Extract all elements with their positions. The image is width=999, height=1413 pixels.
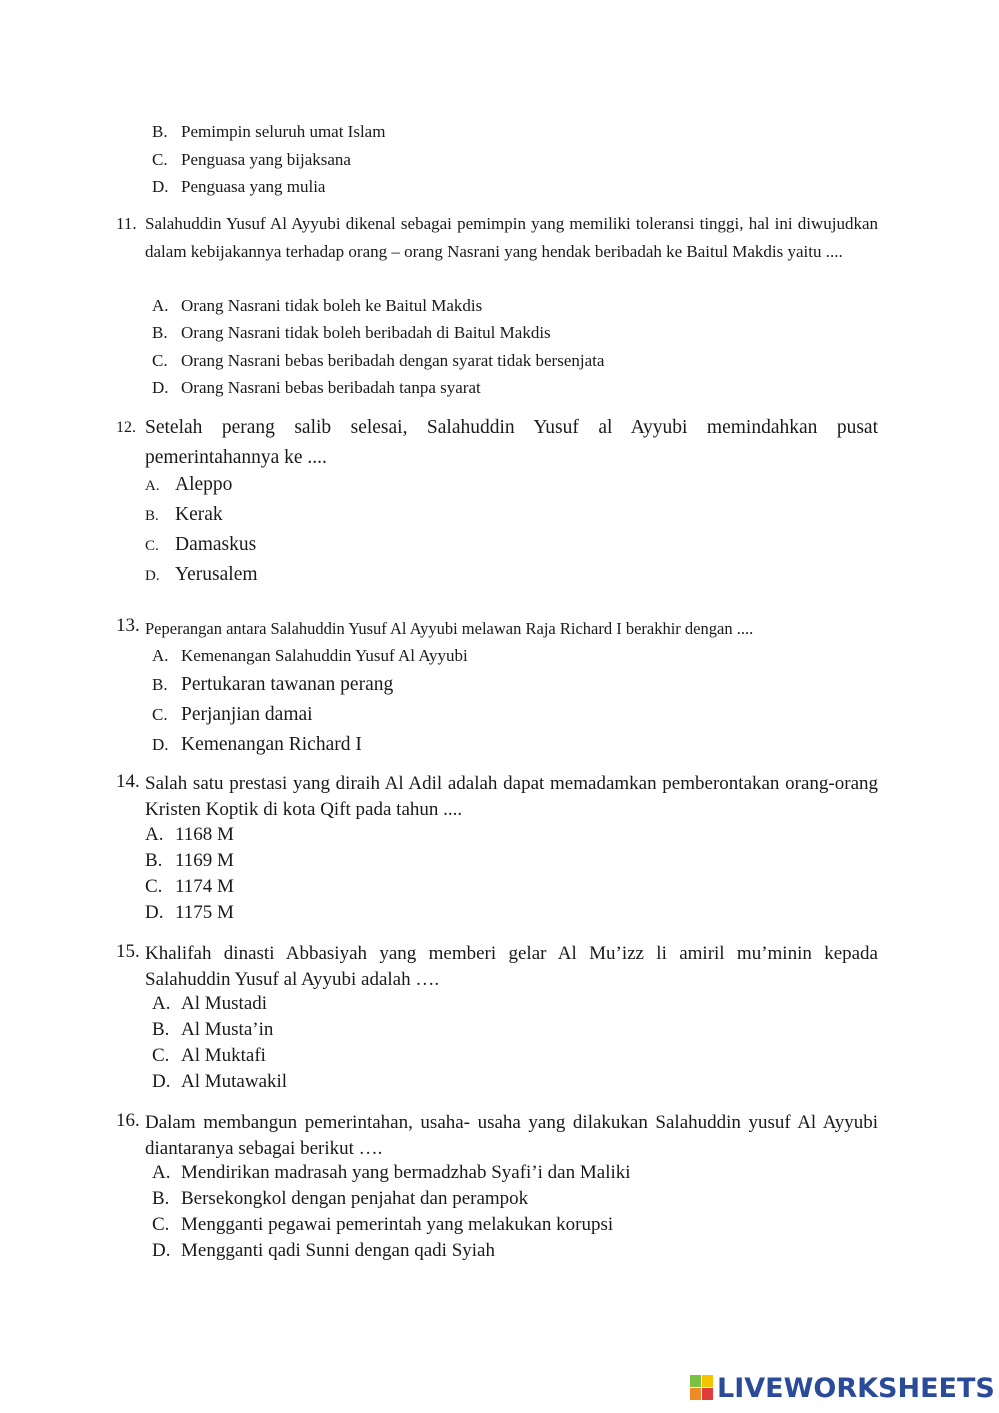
q13-option-a[interactable]: A. Kemenangan Salahuddin Yusuf Al Ayyubi [152, 646, 468, 665]
q15-option-d[interactable]: D. Al Mutawakil [152, 1071, 288, 1092]
q14-option-d[interactable]: D. 1175 M [145, 902, 234, 923]
question-16: 16. Dalam membangun pemerintahan, usaha- usaha yang dilakukan Salahuddin yusuf Al Ayyubi diantaranya sebagai berikut …. [116, 1110, 878, 1162]
question-15: 15. Khalifah dinasti Abbasiyah yang memberi gelar Al Mu’izz li amiril mu’minin kepada Salahuddin Yusuf al Ayyubi adalah …. [116, 941, 878, 993]
q12-option-b[interactable]: B. Kerak [145, 504, 223, 525]
q14-option-a[interactable]: A. 1168 M [145, 824, 234, 845]
question-14: 14. Salah satu prestasi yang diraih Al Adil adalah dapat memadamkan pemberontakan orang-orang Kristen Koptik di kota Qift pada tahun .... [116, 771, 878, 823]
question-12-text: Setelah perang salib selesai, Salahuddin Yusuf al Ayyubi memindahkan pusat pemerintahannya ke .... [145, 417, 878, 468]
q13-option-b[interactable]: B. Pertukaran tawanan perang [152, 674, 394, 695]
q12-option-c[interactable]: C. Damaskus [145, 534, 257, 555]
question-15-text: Khalifah dinasti Abbasiyah yang memberi gelar Al Mu’izz li amiril mu’minin kepada Salahuddin Yusuf al Ayyubi adalah …. [145, 943, 878, 990]
question-11-text: Salahuddin Yusuf Al Ayyubi dikenal sebagai pemimpin yang memiliki toleransi tinggi, hal ini diwujudkan dalam kebijakannya terhadap orang – orang Nasrani yang hendak beribadah ke Baitul Makdis yaitu .... [145, 214, 878, 261]
question-14-text: Salah satu prestasi yang diraih Al Adil adalah dapat memadamkan pemberontakan orang-orang Kristen Koptik di kota Qift pada tahun .... [145, 773, 878, 820]
liveworksheets-logo-icon [690, 1375, 714, 1401]
q11-option-c[interactable]: C. Orang Nasrani bebas beribadah dengan syarat tidak bersenjata [152, 351, 605, 370]
q16-option-d[interactable]: D. Mengganti qadi Sunni dengan qadi Syiah [152, 1240, 495, 1261]
option-d-prev: D. Penguasa yang mulia [152, 177, 326, 196]
q16-option-b[interactable]: B. Bersekongkol dengan penjahat dan perampok [152, 1188, 529, 1209]
question-13: 13. Peperangan antara Salahuddin Yusuf Al Ayyubi melawan Raja Richard I berakhir dengan .... [116, 616, 878, 642]
q15-option-b[interactable]: B. Al Musta’in [152, 1019, 274, 1040]
question-13-text: Peperangan antara Salahuddin Yusuf Al Ayyubi melawan Raja Richard I berakhir dengan .... [145, 619, 754, 638]
q14-option-c[interactable]: C. 1174 M [145, 876, 234, 897]
option-b-prev: B. Pemimpin seluruh umat Islam [152, 122, 386, 141]
q12-option-a[interactable]: A. Aleppo [145, 474, 233, 495]
question-12: 12. Setelah perang salib selesai, Salahuddin Yusuf al Ayyubi memindahkan pusat pemerintahannya ke .... [116, 413, 878, 473]
q13-option-c[interactable]: C. Perjanjian damai [152, 704, 313, 725]
q11-option-a[interactable]: A. Orang Nasrani tidak boleh ke Baitul Makdis [152, 296, 483, 315]
liveworksheets-logo[interactable] [690, 1372, 995, 1404]
q15-option-c[interactable]: C. Al Muktafi [152, 1045, 266, 1066]
question-11: 11. Salahuddin Yusuf Al Ayyubi dikenal sebagai pemimpin yang memiliki toleransi tinggi, hal ini diwujudkan dalam kebijakannya terhadap orang – orang Nasrani yang hendak beribadah ke Baitul Makdis yaitu .... [116, 210, 878, 265]
q16-option-c[interactable]: C. Mengganti pegawai pemerintah yang melakukan korupsi [152, 1214, 614, 1235]
q16-option-a[interactable]: A. Mendirikan madrasah yang bermadzhab Syafi’i dan Maliki [152, 1162, 631, 1183]
option-c-prev: C. Penguasa yang bijaksana [152, 150, 351, 169]
q15-option-a[interactable]: A. Al Mustadi [152, 993, 268, 1014]
q11-option-b[interactable]: B. Orang Nasrani tidak boleh beribadah di Baitul Makdis [152, 323, 551, 342]
liveworksheets-logo-text: LIVEWORKSHEETS [717, 1372, 995, 1404]
q12-option-d[interactable]: D. Yerusalem [145, 564, 258, 585]
q13-option-d[interactable]: D. Kemenangan Richard I [152, 734, 362, 755]
question-16-text: Dalam membangun pemerintahan, usaha- usaha yang dilakukan Salahuddin yusuf Al Ayyubi diantaranya sebagai berikut …. [145, 1112, 878, 1159]
q14-option-b[interactable]: B. 1169 M [145, 850, 234, 871]
q11-option-d[interactable]: D. Orang Nasrani bebas beribadah tanpa syarat [152, 378, 481, 397]
